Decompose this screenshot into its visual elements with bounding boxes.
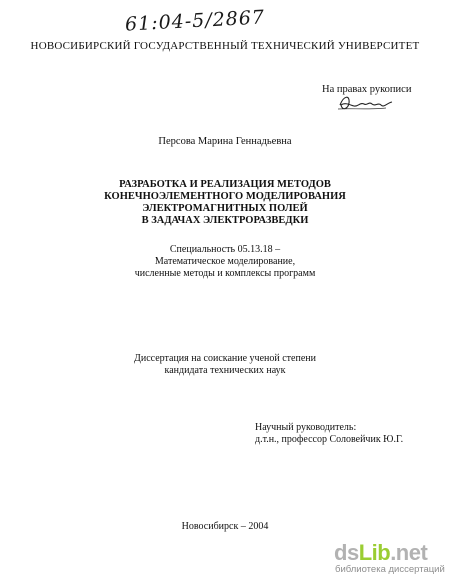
title-line: КОНЕЧНОЭЛЕМЕНТНОГО МОДЕЛИРОВАНИЯ bbox=[104, 191, 346, 202]
specialty-block bbox=[0, 244, 450, 280]
dslib-logo: dsLib.net bbox=[334, 540, 428, 565]
specialty-line: Специальность 05.13.18 – bbox=[169, 244, 281, 255]
dissertation-title bbox=[0, 179, 450, 227]
degree-block bbox=[0, 353, 450, 377]
advisor-name: д.т.н., профессор Соловейчик Ю.Г. bbox=[255, 434, 404, 445]
specialty-line: численные методы и комплексы программ bbox=[134, 268, 316, 279]
dslib-tagline: библиотека диссертаций bbox=[335, 564, 445, 575]
author-name: Персова Марина Геннадьевна bbox=[158, 136, 292, 147]
handwritten-signature bbox=[336, 93, 396, 115]
city-year: Новосибирск – 2004 bbox=[181, 521, 269, 532]
dslib-watermark bbox=[334, 540, 446, 578]
advisor-label: Научный руководитель: bbox=[255, 422, 357, 433]
degree-line: кандидата технических наук bbox=[164, 365, 286, 376]
title-line: В ЗАДАЧАХ ЭЛЕКТРОРАЗВЕДКИ bbox=[141, 215, 309, 226]
handwritten-catalog-number: 61:04-5/2867 bbox=[124, 6, 266, 36]
university-name: НОВОСИБИРСКИЙ ГОСУДАРСТВЕННЫЙ ТЕХНИЧЕСКИЙ УНИВЕРСИТЕТ bbox=[30, 40, 420, 52]
degree-line: Диссертация на соискание ученой степени bbox=[134, 353, 316, 364]
advisor-block bbox=[255, 422, 403, 446]
manuscript-note: На правах рукописи bbox=[322, 84, 412, 95]
title-line: ЭЛЕКТРОМАГНИТНЫХ ПОЛЕЙ bbox=[142, 203, 308, 214]
title-line: РАЗРАБОТКА И РЕАЛИЗАЦИЯ МЕТОДОВ bbox=[119, 179, 331, 190]
specialty-line: Математическое моделирование, bbox=[154, 256, 296, 267]
